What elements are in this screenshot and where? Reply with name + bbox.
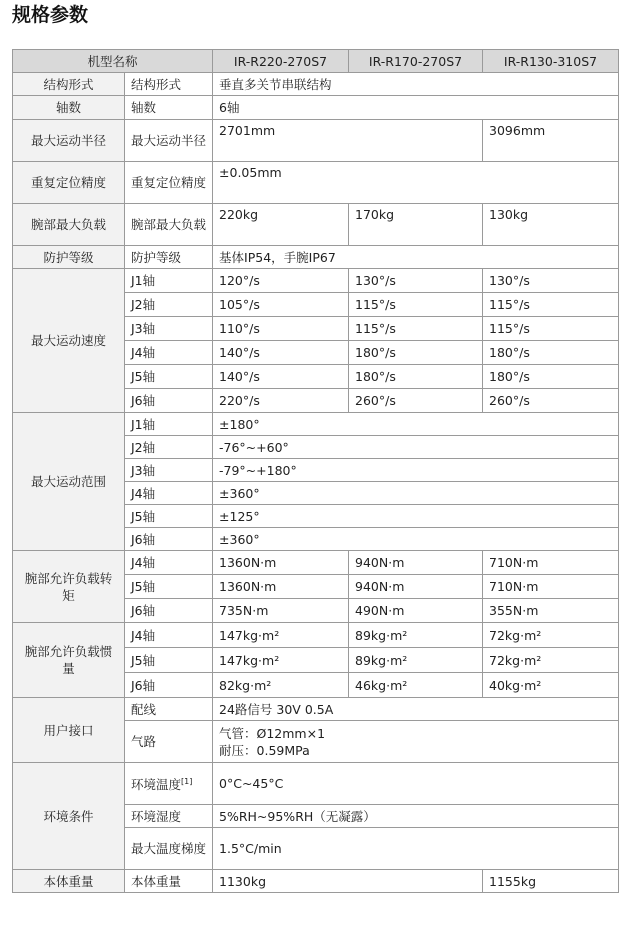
value-cell: 130°/s (349, 269, 483, 293)
axis-cell: J4轴 (125, 341, 213, 365)
sub-cell: 腕部最大负载 (125, 204, 213, 246)
axis-cell: J5轴 (125, 575, 213, 599)
value-cell: 110°/s (213, 317, 349, 341)
header-model-2: IR-R170-270S7 (349, 50, 483, 73)
value-cell: 6轴 (213, 96, 619, 120)
row-speed (13, 269, 619, 293)
category-cell: 腕部允许负载惯量 (13, 623, 125, 698)
category-cell: 环境条件 (13, 763, 125, 870)
axis-cell: J4轴 (125, 623, 213, 648)
sub-cell: 轴数 (125, 96, 213, 120)
value-cell: 940N·m (349, 575, 483, 599)
row-user-interface (13, 698, 619, 721)
header-row (13, 50, 619, 73)
value-cell: 355N·m (483, 599, 619, 623)
value-cell: 5%RH~95%RH（无凝露） (213, 805, 619, 828)
value-cell: 170kg (349, 204, 483, 246)
value-cell: 115°/s (349, 317, 483, 341)
row-protection (13, 246, 619, 269)
value-cell: 72kg·m² (483, 623, 619, 648)
value-cell: 180°/s (483, 365, 619, 389)
axis-cell: J6轴 (125, 528, 213, 551)
value-cell: 220kg (213, 204, 349, 246)
value-cell: 24路信号 30V 0.5A (213, 698, 619, 721)
row-repeatability (13, 162, 619, 204)
value-cell: 1130kg (213, 870, 483, 893)
header-model-3: IR-R130-310S7 (483, 50, 619, 73)
value-cell: 1360N·m (213, 551, 349, 575)
value-cell: 115°/s (483, 317, 619, 341)
sub-cell: 结构形式 (125, 73, 213, 96)
value-cell: -79°~+180° (213, 459, 619, 482)
row-weight (13, 870, 619, 893)
value-cell: 89kg·m² (349, 623, 483, 648)
value-cell: ±0.05mm (213, 162, 619, 204)
axis-cell: J2轴 (125, 293, 213, 317)
axis-cell: J4轴 (125, 482, 213, 505)
sub-cell: 环境湿度 (125, 805, 213, 828)
axis-cell: J3轴 (125, 459, 213, 482)
sub-cell: 重复定位精度 (125, 162, 213, 204)
value-cell: 130kg (483, 204, 619, 246)
category-cell: 用户接口 (13, 698, 125, 763)
value-cell: 180°/s (349, 341, 483, 365)
value-cell (213, 721, 619, 763)
value-cell: ±360° (213, 482, 619, 505)
row-torque (13, 551, 619, 575)
value-cell: ±180° (213, 413, 619, 436)
axis-cell: J5轴 (125, 505, 213, 528)
category-cell: 防护等级 (13, 246, 125, 269)
row-wrist-load (13, 204, 619, 246)
page-title: 规格参数 (12, 4, 89, 26)
value-cell: 89kg·m² (349, 648, 483, 673)
value-cell: 2701mm (213, 120, 483, 162)
category-cell: 轴数 (13, 96, 125, 120)
sub-cell: 最大运动半径 (125, 120, 213, 162)
row-structure (13, 73, 619, 96)
air-pressure-spec: 耐压：0.59MPa (219, 742, 310, 758)
header-model-1: IR-R220-270S7 (213, 50, 349, 73)
value-cell: 0°C~45°C (213, 763, 619, 805)
value-cell: 940N·m (349, 551, 483, 575)
value-cell: 40kg·m² (483, 673, 619, 698)
sub-cell: 防护等级 (125, 246, 213, 269)
category-cell: 结构形式 (13, 73, 125, 96)
value-cell: 710N·m (483, 551, 619, 575)
sub-cell: 气路 (125, 721, 213, 763)
category-cell: 最大运动半径 (13, 120, 125, 162)
value-cell: 82kg·m² (213, 673, 349, 698)
axis-cell: J2轴 (125, 436, 213, 459)
value-cell: ±360° (213, 528, 619, 551)
category-cell: 本体重量 (13, 870, 125, 893)
axis-cell: J3轴 (125, 317, 213, 341)
value-cell: 基体IP54，手腕IP67 (213, 246, 619, 269)
value-cell: 490N·m (349, 599, 483, 623)
value-cell: 46kg·m² (349, 673, 483, 698)
value-cell: 120°/s (213, 269, 349, 293)
value-cell: 72kg·m² (483, 648, 619, 673)
value-cell: 710N·m (483, 575, 619, 599)
axis-cell: J5轴 (125, 648, 213, 673)
value-cell: 105°/s (213, 293, 349, 317)
axis-cell: J4轴 (125, 551, 213, 575)
value-cell: 147kg·m² (213, 648, 349, 673)
category-cell: 最大运动范围 (13, 413, 125, 551)
value-cell: 735N·m (213, 599, 349, 623)
value-cell: 180°/s (349, 365, 483, 389)
row-range (13, 413, 619, 436)
row-inertia (13, 623, 619, 648)
temp-label: 环境温度 (131, 777, 182, 793)
row-axes (13, 96, 619, 120)
spec-table (12, 49, 619, 893)
value-cell: 260°/s (483, 389, 619, 413)
category-cell: 重复定位精度 (13, 162, 125, 204)
axis-cell: J6轴 (125, 673, 213, 698)
axis-cell: J5轴 (125, 365, 213, 389)
value-cell: 1360N·m (213, 575, 349, 599)
value-cell: 1.5°C/min (213, 828, 619, 870)
value-cell: 垂直多关节串联结构 (213, 73, 619, 96)
value-cell: 147kg·m² (213, 623, 349, 648)
air-tube-spec: 气管：Ø12mm×1 (219, 725, 326, 741)
category-cell: 腕部最大负载 (13, 204, 125, 246)
value-cell: 140°/s (213, 341, 349, 365)
value-cell: 1155kg (483, 870, 619, 893)
row-environment (13, 763, 619, 805)
value-cell: 115°/s (483, 293, 619, 317)
value-cell: 3096mm (483, 120, 619, 162)
sub-cell: 配线 (125, 698, 213, 721)
value-cell: 260°/s (349, 389, 483, 413)
value-cell: 180°/s (483, 341, 619, 365)
footnote-mark: [1] (181, 777, 193, 787)
row-radius (13, 120, 619, 162)
axis-cell: J6轴 (125, 389, 213, 413)
axis-cell: J6轴 (125, 599, 213, 623)
sub-cell: 最大温度梯度 (125, 828, 213, 870)
sub-cell (125, 763, 213, 805)
value-cell: 220°/s (213, 389, 349, 413)
category-cell: 腕部允许负载转矩 (13, 551, 125, 623)
value-cell: 140°/s (213, 365, 349, 389)
axis-cell: J1轴 (125, 269, 213, 293)
value-cell: -76°~+60° (213, 436, 619, 459)
value-cell: 130°/s (483, 269, 619, 293)
category-cell: 最大运动速度 (13, 269, 125, 413)
value-cell: ±125° (213, 505, 619, 528)
sub-cell: 本体重量 (125, 870, 213, 893)
header-model-name: 机型名称 (13, 50, 213, 73)
axis-cell: J1轴 (125, 413, 213, 436)
value-cell: 115°/s (349, 293, 483, 317)
